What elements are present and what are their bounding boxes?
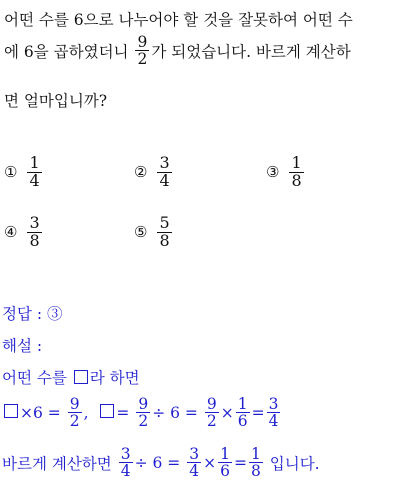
equation-line-1 [2, 396, 282, 430]
answer-line [2, 302, 63, 324]
explanation-line-1-a: 어떤 수를 [2, 369, 67, 387]
option-1-fraction: $\frac{1}{4}$ [29, 153, 40, 190]
option-3-fraction: $\frac{1}{8}$ [291, 153, 302, 190]
explanation-line-1-b: 라 하면 [89, 369, 140, 387]
eq1-fraction-2: $\frac{9}{2}$ [138, 395, 149, 431]
answer-label: 정답 : [2, 305, 48, 323]
eq2-fraction-1: $\frac{3}{4}$ [120, 445, 131, 481]
option-3-label: ③ [266, 163, 280, 182]
question-line-1: 어떤 수를 6으로 나누어야 할 것을 잘못하여 어떤 수 [4, 11, 353, 29]
eq2-suffix: 입니다. [269, 454, 320, 473]
question-fraction: $\frac{9}{2}$ [137, 33, 148, 69]
eq1-fraction-5: $\frac{3}{4}$ [268, 395, 279, 431]
question-line-3: 면 얼마입니까? [4, 92, 108, 110]
unknown-box-icon [100, 404, 114, 418]
question-line-2-after: 가 되었습니다. 바르게 계산하 [151, 42, 351, 61]
eq2-fraction-2: $\frac{3}{4}$ [189, 445, 200, 481]
option-4-fraction: $\frac{3}{8}$ [29, 213, 40, 250]
option-2-fraction: $\frac{3}{4}$ [159, 153, 170, 190]
eq2-multiply: × [203, 453, 217, 472]
eq1-comma: , [83, 403, 89, 422]
eq2-prefix: 바르게 계산하면 [2, 454, 112, 473]
unknown-box-icon [4, 404, 18, 418]
eq1-fraction-4: $\frac{1}{6}$ [237, 395, 248, 431]
explanation-line-1 [2, 366, 140, 388]
option-5-label: ⑤ [134, 223, 148, 242]
eq1-multiply: × [220, 403, 234, 422]
eq2-divide: ÷ 6 = [134, 453, 181, 472]
option-4[interactable] [4, 215, 44, 250]
option-5[interactable] [134, 215, 174, 250]
option-3[interactable] [266, 155, 306, 190]
eq2-fraction-3: $\frac{1}{6}$ [220, 445, 230, 481]
eq1-equals-2: = [251, 403, 265, 422]
option-2-label: ② [134, 163, 148, 182]
option-1-label: ① [4, 163, 18, 182]
eq1-fraction-1: $\frac{9}{2}$ [69, 395, 80, 431]
option-1[interactable] [4, 155, 44, 190]
eq1-divide: ÷ 6 = [152, 403, 198, 422]
question-line-2 [4, 34, 351, 68]
option-2[interactable] [134, 155, 174, 190]
eq1-times: ×6 = [20, 403, 61, 422]
question-line-2-before: 에 6을 곱하였더니 [4, 42, 129, 61]
eq1-fraction-3: $\frac{9}{2}$ [206, 395, 217, 431]
option-4-label: ④ [4, 223, 18, 242]
unknown-box-icon [74, 370, 88, 384]
eq2-fraction-4: $\frac{1}{8}$ [250, 445, 261, 481]
option-5-fraction: $\frac{5}{8}$ [159, 213, 170, 250]
explanation-label: 해설 : [2, 337, 43, 355]
eq1-equals: = [116, 403, 130, 422]
eq2-equals: = [233, 453, 247, 472]
equation-line-2 [2, 446, 320, 480]
answer-value: ③ [47, 305, 63, 323]
